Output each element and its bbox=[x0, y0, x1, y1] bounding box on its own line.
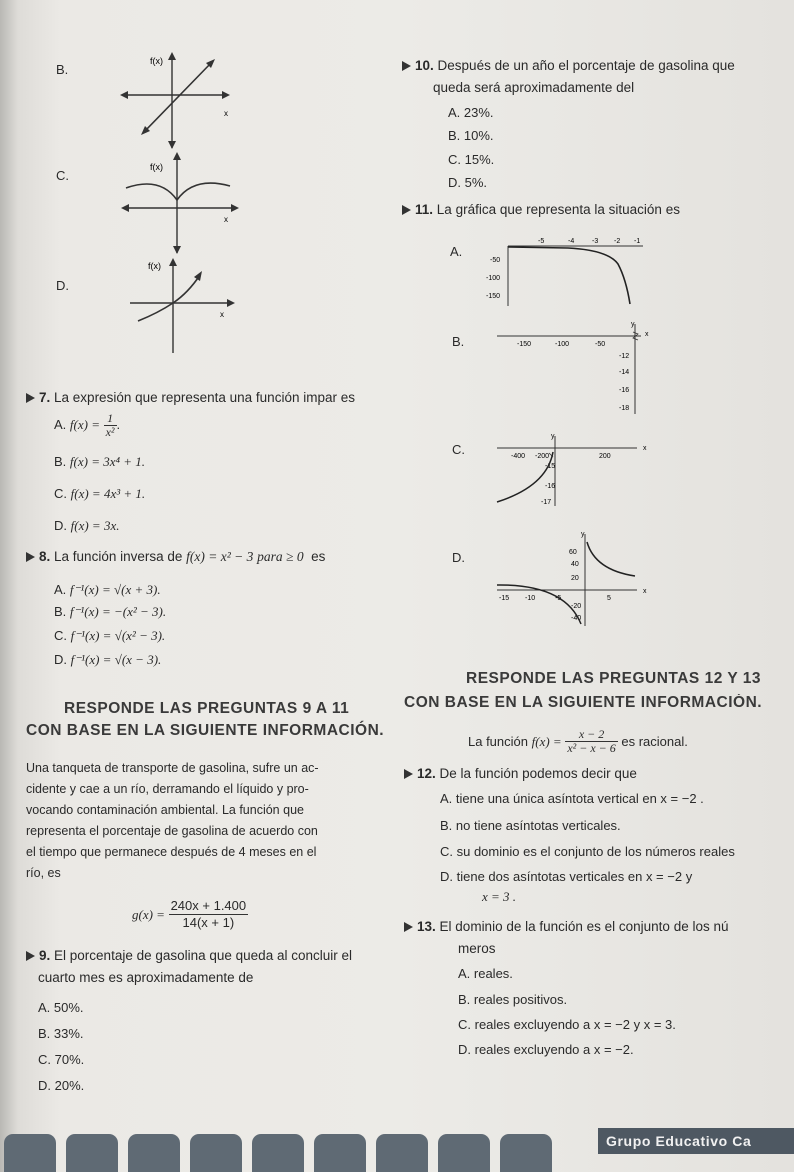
footer-block bbox=[190, 1134, 242, 1172]
bullet-triangle-icon bbox=[26, 393, 35, 403]
q13-option-d[interactable]: D. reales excluyendo a x = −2. bbox=[458, 1042, 634, 1057]
svg-text:-100: -100 bbox=[555, 341, 570, 348]
svg-text:-100: -100 bbox=[486, 275, 501, 282]
svg-text:-50: -50 bbox=[595, 341, 606, 348]
q11-graph-b[interactable] bbox=[495, 318, 655, 418]
footer-block bbox=[66, 1134, 118, 1172]
graph-d-x-label: x bbox=[220, 310, 224, 319]
svg-text:-12: -12 bbox=[619, 353, 630, 360]
graph-b-fx-label: f(x) bbox=[150, 56, 163, 66]
q12-option-a[interactable]: A. tiene una única asíntota vertical en x = −2 . bbox=[440, 791, 704, 806]
svg-text:-400: -400 bbox=[511, 453, 526, 460]
q11-graph-c[interactable] bbox=[495, 430, 655, 512]
footer-block bbox=[4, 1134, 56, 1172]
svg-text:-16: -16 bbox=[619, 387, 630, 394]
gasoline-formula: g(x) = $\frac{240x + 1.400}{14(x + 1)}$ bbox=[132, 898, 247, 930]
svg-text:-20: -20 bbox=[571, 603, 582, 610]
q9-option-c[interactable]: C. 70%. bbox=[38, 1052, 85, 1067]
graph-b-letter: B. bbox=[56, 62, 69, 77]
bullet-triangle-icon bbox=[26, 951, 35, 961]
q7-stem: 7. La expresión que representa una función impar es bbox=[26, 390, 355, 405]
q10-stem-2: queda será aproximadamente del bbox=[433, 80, 635, 95]
svg-text:-15: -15 bbox=[545, 463, 556, 470]
graph-c-fx-label: f(x) bbox=[150, 162, 163, 172]
q7-option-b[interactable]: B. f(x) = 3x⁴ + 1. bbox=[54, 454, 146, 469]
q13-stem-1: 13. El dominio de la función es el conjunto de los nú bbox=[404, 919, 794, 934]
svg-text:y: y bbox=[551, 433, 555, 440]
q11-graph-a[interactable] bbox=[478, 234, 648, 310]
svg-text:y: y bbox=[581, 531, 585, 538]
q11-graph-d-letter: D. bbox=[452, 550, 465, 565]
q12-option-d[interactable]: D. tiene dos asíntotas verticales en x = −2 y bbox=[440, 869, 693, 884]
svg-text:-50: -50 bbox=[490, 257, 501, 264]
svg-text:-16: -16 bbox=[545, 483, 556, 490]
footer-block bbox=[376, 1134, 428, 1172]
q10-option-b[interactable]: B. 10%. bbox=[448, 128, 494, 143]
bullet-triangle-icon bbox=[404, 922, 413, 932]
graph-d bbox=[128, 255, 236, 355]
svg-text:x: x bbox=[645, 331, 649, 338]
q7-option-a[interactable]: A. f(x) = $\frac{1}{\text{x²}}$ . bbox=[54, 411, 121, 439]
q8-stem: 8. La función inversa de f(x) = x² − 3 para ≥ 0 es bbox=[26, 549, 325, 564]
svg-text:-5: -5 bbox=[555, 595, 562, 602]
svg-text:-2: -2 bbox=[614, 238, 621, 245]
svg-text:40: 40 bbox=[571, 561, 579, 568]
svg-text:-15: -15 bbox=[499, 595, 510, 602]
q11-graph-b-letter: B. bbox=[452, 334, 465, 349]
svg-text:-5: -5 bbox=[538, 238, 545, 245]
svg-text:y: y bbox=[631, 321, 635, 328]
svg-text:-1: -1 bbox=[634, 238, 641, 245]
q8-option-a[interactable]: A. f⁻¹(x) = √(x + 3). bbox=[54, 582, 161, 597]
q12-stem: 12. De la función podemos decir que bbox=[404, 766, 637, 781]
svg-text:-3: -3 bbox=[592, 238, 599, 245]
svg-text:5: 5 bbox=[607, 595, 611, 602]
svg-text:60: 60 bbox=[569, 549, 577, 556]
rational-function-statement: La función f(x) = $\frac{x - 2}{\text{x² − x − 6}}$ es racional. bbox=[468, 727, 688, 755]
q10-option-a[interactable]: A. 23%. bbox=[448, 105, 494, 120]
svg-text:-18: -18 bbox=[619, 405, 630, 412]
svg-text:-17: -17 bbox=[541, 499, 552, 506]
graph-b-x-label: x bbox=[224, 109, 228, 118]
bullet-triangle-icon bbox=[402, 205, 411, 215]
q9-option-a[interactable]: A. 50%. bbox=[38, 1000, 84, 1015]
q9-stem-2: cuarto mes es aproximadamente de bbox=[38, 970, 254, 985]
footer-block bbox=[500, 1134, 552, 1172]
q10-option-d[interactable]: D. 5%. bbox=[448, 175, 488, 190]
footer-block bbox=[438, 1134, 490, 1172]
svg-text:x: x bbox=[643, 445, 647, 452]
q11-stem: 11. La gráfica que representa la situación es bbox=[402, 202, 680, 217]
svg-text:20: 20 bbox=[571, 575, 579, 582]
q7-option-d[interactable]: D. f(x) = 3x. bbox=[54, 518, 120, 533]
svg-text:-200: -200 bbox=[535, 453, 550, 460]
svg-text:-10: -10 bbox=[525, 595, 536, 602]
footer-block bbox=[128, 1134, 180, 1172]
q10-stem-1: 10. Después de un año el porcentaje de gasolina que bbox=[402, 58, 735, 73]
section-9-11-paragraph: Una tanqueta de transporte de gasolina, sufre un ac- cidente y cae a un río, derramando el líquido y pro- vocando contaminación ambiental. La función que representa el porcentaje de gasolina de acuerdo con el tiempo que permanece después de 4 meses en el río, es bbox=[26, 761, 319, 880]
svg-text:x: x bbox=[643, 588, 647, 595]
footer-block bbox=[252, 1134, 304, 1172]
q8-option-b[interactable]: B. f⁻¹(x) = −(x² − 3). bbox=[54, 604, 167, 619]
q12-option-d-cont: x = 3 . bbox=[482, 889, 517, 904]
q11-graph-c-letter: C. bbox=[452, 442, 465, 457]
q8-option-c[interactable]: C. f⁻¹(x) = √(x² − 3). bbox=[54, 628, 166, 643]
graph-d-fx-label: f(x) bbox=[148, 261, 161, 271]
section-9-11-heading-1: RESPONDE LAS PREGUNTAS 9 A 11 bbox=[64, 700, 350, 717]
svg-text:-4: -4 bbox=[568, 238, 575, 245]
footer-block bbox=[314, 1134, 366, 1172]
q11-graph-d[interactable] bbox=[495, 530, 655, 630]
q13-stem-2: meros bbox=[458, 941, 496, 956]
q13-option-b[interactable]: B. reales positivos. bbox=[458, 992, 568, 1007]
svg-text:-40: -40 bbox=[571, 615, 582, 622]
graph-c-x-label: x bbox=[224, 215, 228, 224]
graph-d-letter: D. bbox=[56, 278, 69, 293]
q12-option-c[interactable]: C. su dominio es el conjunto de los números reales bbox=[440, 844, 735, 859]
q9-stem-1: 9. El porcentaje de gasolina que queda al concluir el bbox=[26, 948, 352, 963]
q13-option-c[interactable]: C. reales excluyendo a x = −2 y x = 3. bbox=[458, 1017, 676, 1032]
q10-option-c[interactable]: C. 15%. bbox=[448, 152, 495, 167]
section-9-11-heading-2: CON BASE EN LA SIGUIENTE INFORMACIÓN. bbox=[26, 722, 385, 739]
bullet-triangle-icon bbox=[404, 769, 413, 779]
q8-option-d[interactable]: D. f⁻¹(x) = √(x − 3). bbox=[54, 652, 162, 667]
publisher-brand: Grupo Educativo Ca bbox=[598, 1128, 794, 1154]
graph-c bbox=[120, 150, 240, 255]
bullet-triangle-icon bbox=[26, 552, 35, 562]
graph-b bbox=[120, 50, 230, 150]
q9-option-d[interactable]: D. 20%. bbox=[38, 1078, 85, 1093]
svg-text:-150: -150 bbox=[517, 341, 532, 348]
svg-text:-14: -14 bbox=[619, 369, 630, 376]
q7-option-c[interactable]: C. f(x) = 4x³ + 1. bbox=[54, 486, 146, 501]
svg-text:-150: -150 bbox=[486, 293, 501, 300]
section-12-13-heading-2: CON BASE EN LA SIGUIENTE INFORMACIÓN. bbox=[404, 694, 763, 711]
q11-graph-a-letter: A. bbox=[450, 244, 463, 259]
graph-c-letter: C. bbox=[56, 168, 69, 183]
q9-option-b[interactable]: B. 33%. bbox=[38, 1026, 84, 1041]
bullet-triangle-icon bbox=[402, 61, 411, 71]
svg-text:200: 200 bbox=[599, 453, 611, 460]
q13-option-a[interactable]: A. reales. bbox=[458, 966, 513, 981]
q12-option-b[interactable]: B. no tiene asíntotas verticales. bbox=[440, 818, 621, 833]
section-12-13-heading-1: RESPONDE LAS PREGUNTAS 12 Y 13 bbox=[466, 670, 761, 687]
